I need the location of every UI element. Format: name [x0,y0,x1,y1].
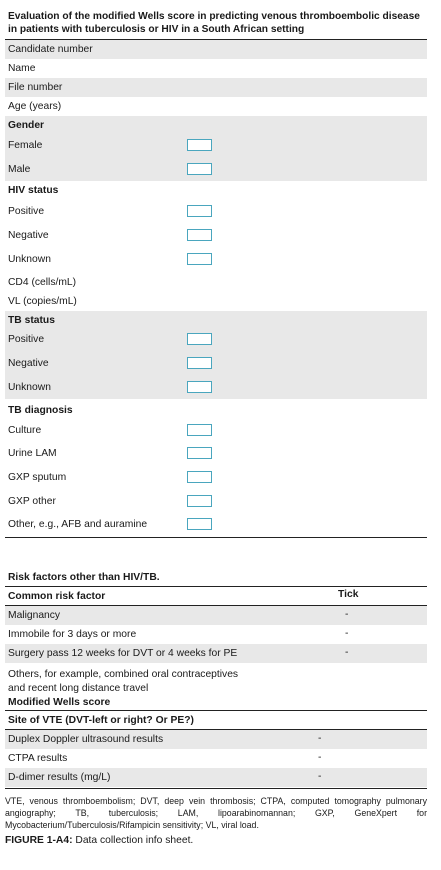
name-field: Name [8,63,36,74]
vte-row-ddimer: D-dimer results (mg/L) [5,768,427,787]
form-bottom-rule [5,537,427,538]
vte-row-doppler: Duplex Doppler ultrasound results [5,730,427,749]
gender-option-male: Male [8,163,31,175]
figure-caption [5,835,193,846]
tb-option-negative: Negative [8,357,49,369]
risk-tick-surgery: - [345,647,349,658]
modified-wells-score: Modified Wells score [8,696,111,708]
culture-checkbox[interactable] [187,424,212,436]
cd4-field: CD4 (cells/mL) [8,277,77,288]
tick-header: Tick [338,589,359,600]
urine-lam-checkbox[interactable] [187,447,212,459]
tb-negative-checkbox[interactable] [187,357,212,369]
tbdx-option-gxp-sputum: GXP sputum [8,471,67,483]
risk-tick-immobile: - [345,628,349,639]
candidate-number-field: Candidate number [5,40,427,59]
file-number-field: File number [5,78,427,97]
vl-field: VL (copies/mL) [8,296,77,307]
vte-row-ctpa: CTPA results [8,753,68,764]
risk-table-header [5,587,427,605]
tb-diagnosis-heading: TB diagnosis [8,405,73,416]
gxp-sputum-checkbox[interactable] [187,471,212,483]
vte-tick-doppler: - [318,733,322,744]
gxp-other-checkbox[interactable] [187,495,212,507]
figure-label: FIGURE 1-A4: [5,835,73,846]
tb-unknown-checkbox[interactable] [187,381,212,393]
tbdx-option-other: Other, e.g., AFB and auramine [8,518,148,530]
common-risk-factor-header: Common risk factor [8,590,106,602]
tb-option-unknown: Unknown [8,381,51,393]
hiv-positive-checkbox[interactable] [187,205,212,217]
gender-heading: Gender [8,120,45,131]
abbreviations-footnote: VTE, venous thromboembolism; DVT, deep vein thrombosis; CTPA, computed tomography pulmonary angiography; TB, tuberculosis; LAM, lipoarabinomannan; GXP, GeneXpert for Mycobacterium/Tuberculosis/Rifampicin sensitivity; VL, viral load. [5,796,427,830]
tb-status-heading: TB status [8,315,55,326]
risk-row-others-line2: and recent long distance travel [8,682,149,694]
risk-factors-heading: Risk factors other than HIV/TB. [8,572,160,583]
form-title: Evaluation of the modified Wells score in predicting venous thromboembolic disease in patients with tuberculosis or HIV in a South African setting [8,11,420,35]
site-of-vte-heading: Site of VTE (DVT-left or right? Or PE?) [8,714,194,726]
hiv-heading: HIV status [8,185,59,196]
hiv-unknown-checkbox[interactable] [187,253,212,265]
risk-row-malignancy: Malignancy [5,606,427,625]
male-checkbox[interactable] [187,163,212,175]
hiv-negative-checkbox[interactable] [187,229,212,241]
gender-option-female: Female [8,139,43,151]
risk-row-others-line1: Others, for example, combined oral contraceptives [8,668,239,680]
age-field: Age (years) [8,101,62,112]
risk-row-immobile: Immobile for 3 days or more [8,629,137,640]
vte-tick-ddimer: - [318,771,322,782]
hiv-option-negative: Negative [8,229,49,241]
hiv-option-positive: Positive [8,205,45,217]
tb-positive-checkbox[interactable] [187,333,212,345]
female-checkbox[interactable] [187,139,212,151]
vte-tick-ctpa: - [318,752,322,763]
tb-option-positive: Positive [8,333,45,345]
tbdx-option-urine-lam: Urine LAM [8,447,57,459]
tbdx-option-gxp-other: GXP other [8,495,56,507]
risk-row-surgery: Surgery pass 12 weeks for DVT or 4 weeks for PE [5,644,427,663]
figure-caption-text: Data collection info sheet. [72,835,194,846]
other-diagnosis-checkbox[interactable] [187,518,212,530]
tbdx-option-culture: Culture [8,424,42,436]
risk-tick-malignancy: - [345,609,349,620]
hiv-option-unknown: Unknown [8,253,51,265]
table-bottom-rule [5,788,427,789]
